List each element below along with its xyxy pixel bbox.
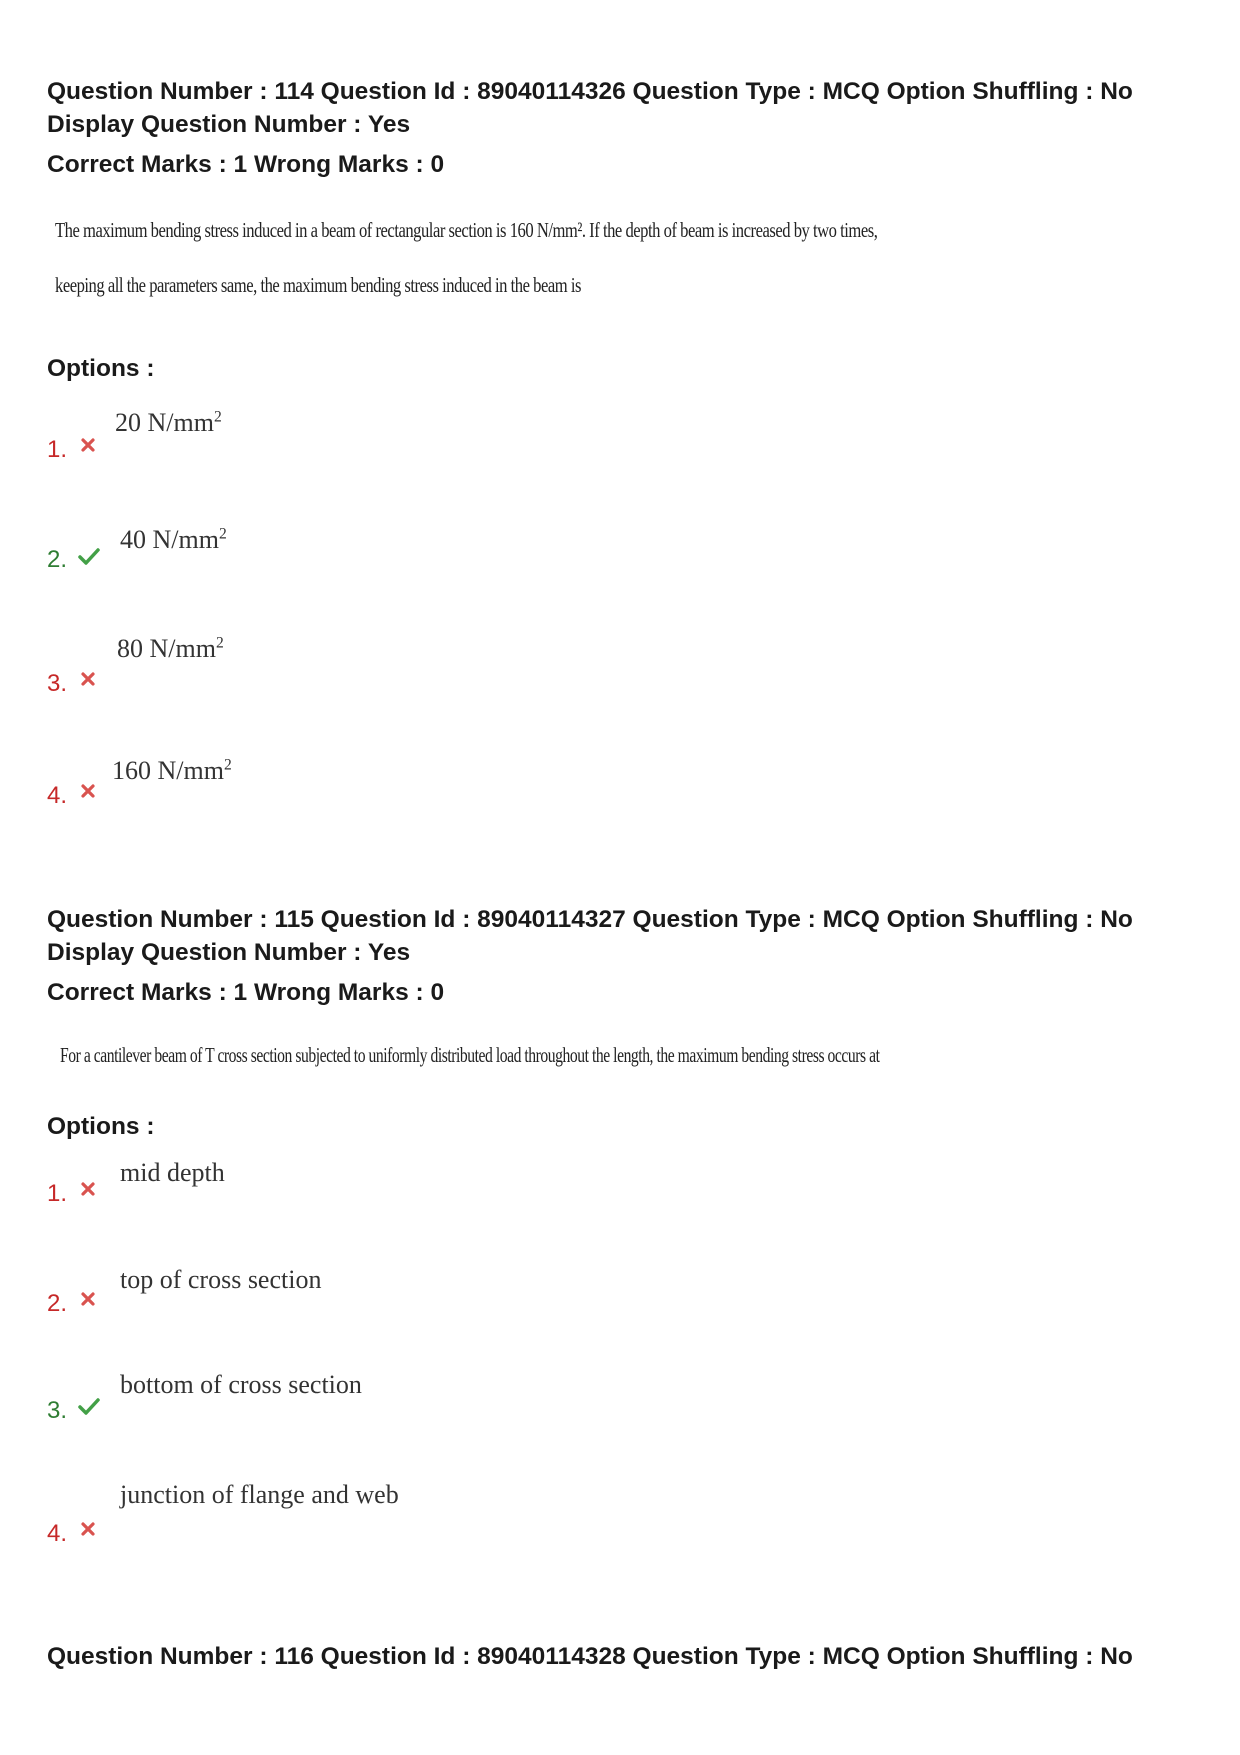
- option-text: 20 $N/mm^2$: [115, 408, 222, 437]
- q116-header: Question Number : 116 Question Id : 89040114328 Question Type : MCQ Option Shuffling : No: [47, 1643, 1133, 1670]
- option-text: 80 $N/mm^2$: [117, 634, 224, 663]
- q114-options-label: Options :: [47, 355, 155, 382]
- option-number: 1.: [47, 1180, 68, 1207]
- option-number: 2.: [47, 1290, 68, 1317]
- q115-header: Question Number : 115 Question Id : 89040114327 Question Type : MCQ Option Shuffling : No: [47, 906, 1133, 933]
- cross-icon: [80, 671, 96, 687]
- option-number: 4.: [47, 782, 68, 809]
- option-number: 1.: [47, 436, 68, 463]
- option-text: mid depth: [120, 1158, 225, 1187]
- q114-question-text-line2: keeping all the parameters same, the maximum bending stress induced in the beam is: [55, 273, 581, 297]
- option-text: 160 $N/mm^2$: [112, 756, 232, 785]
- check-icon: [77, 1397, 101, 1417]
- q114-display-number: Display Question Number : Yes: [47, 111, 411, 138]
- q114-header: Question Number : 114 Question Id : 89040114326 Question Type : MCQ Option Shuffling : No: [47, 78, 1133, 105]
- cross-icon: [80, 783, 96, 799]
- q115-options-label: Options :: [47, 1113, 155, 1140]
- q114-marks: Correct Marks : 1 Wrong Marks : 0: [47, 151, 445, 178]
- option-text: bottom of cross section: [120, 1370, 362, 1399]
- q115-display-number: Display Question Number : Yes: [47, 939, 411, 966]
- q115-marks: Correct Marks : 1 Wrong Marks : 0: [47, 979, 445, 1006]
- option-text: junction of flange and web: [120, 1480, 399, 1509]
- cross-icon: [80, 1181, 96, 1197]
- option-number: 3.: [47, 670, 68, 697]
- option-number: 4.: [47, 1520, 68, 1547]
- option-number: 2.: [47, 546, 68, 573]
- cross-icon: [80, 1521, 96, 1537]
- option-number: 3.: [47, 1397, 68, 1424]
- check-icon: [77, 547, 101, 567]
- cross-icon: [80, 437, 96, 453]
- q115-question-text: For a cantilever beam of T cross section subjected to uniformly distributed load throughout the length, the maximum bending stress occurs at: [60, 1043, 880, 1067]
- cross-icon: [80, 1291, 96, 1307]
- q114-question-text-line1: The maximum bending stress induced in a beam of rectangular section is 160 N/mm². If the depth of beam is increased by two times,: [55, 218, 878, 242]
- option-text: 40 $N/mm^2$: [120, 525, 227, 554]
- option-text: top of cross section: [120, 1265, 322, 1294]
